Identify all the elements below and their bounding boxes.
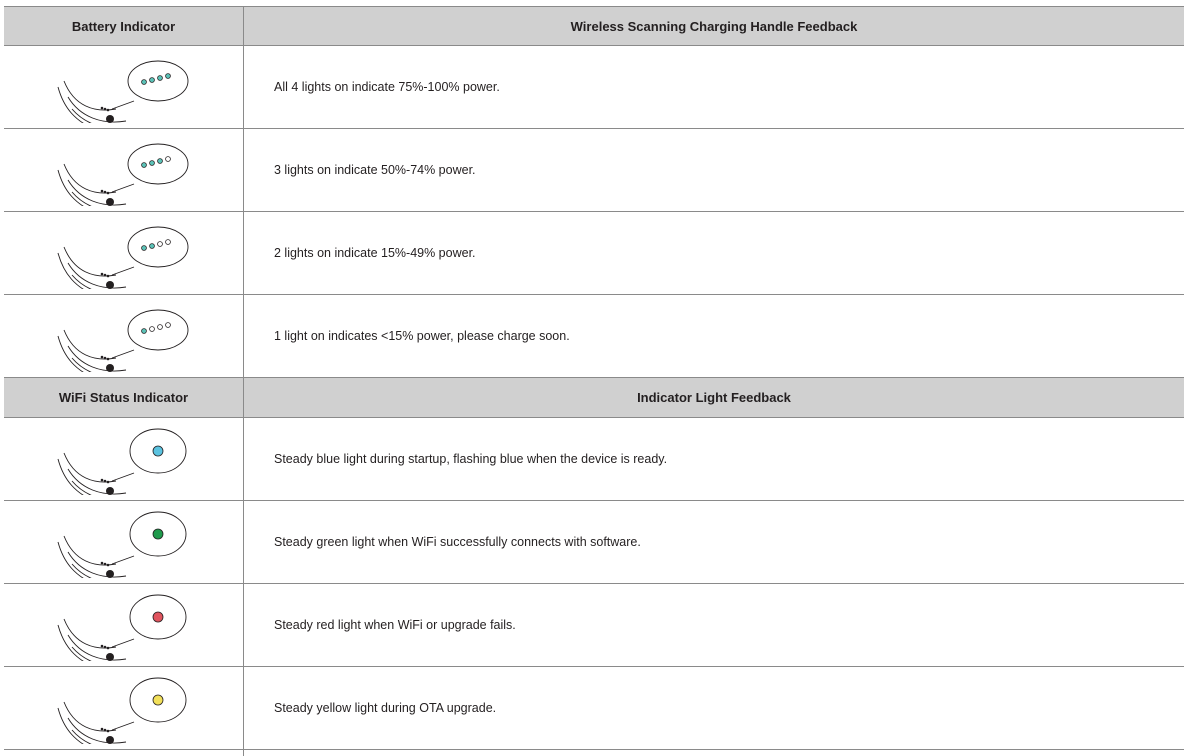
wifi-row <box>4 501 1184 584</box>
wifi-indicator-header: WiFi Status Indicator <box>4 378 244 417</box>
battery-led-on <box>149 161 154 166</box>
battery-led-on <box>141 246 146 251</box>
battery-illustration-cell <box>4 295 244 377</box>
battery-led-off <box>149 327 154 332</box>
battery-row <box>4 46 1184 129</box>
battery-led-off <box>157 325 162 330</box>
wifi-row <box>4 584 1184 667</box>
table-tail-left <box>4 750 244 756</box>
wifi-status-led <box>153 695 163 705</box>
wifi-handle-illustration <box>54 423 194 495</box>
wifi-handle-illustration <box>54 589 194 661</box>
battery-led-on <box>141 163 146 168</box>
battery-feedback-text: All 4 lights on indicate 75%-100% power. <box>274 80 500 94</box>
battery-led-on <box>157 76 162 81</box>
wifi-illustration-cell <box>4 667 244 749</box>
wifi-illustration-cell <box>4 501 244 583</box>
battery-handle-illustration <box>54 134 194 206</box>
battery-led-on <box>149 244 154 249</box>
battery-led-off <box>165 157 170 162</box>
battery-feedback-text: 3 lights on indicate 50%-74% power. <box>274 163 476 177</box>
battery-handle-illustration <box>54 51 194 123</box>
battery-handle-illustration <box>54 217 194 289</box>
wifi-status-led <box>153 446 163 456</box>
wifi-row <box>4 667 1184 750</box>
wifi-row <box>4 418 1184 501</box>
battery-illustration-cell <box>4 46 244 128</box>
battery-row <box>4 295 1184 378</box>
wifi-feedback-text: Steady green light when WiFi successfully connects with software. <box>274 535 641 549</box>
battery-header-row <box>4 6 1184 46</box>
battery-led-on <box>165 74 170 79</box>
wifi-illustration-cell <box>4 584 244 666</box>
battery-indicator-header: Battery Indicator <box>4 7 244 45</box>
wifi-status-led <box>153 612 163 622</box>
battery-led-on <box>157 159 162 164</box>
battery-led-off <box>157 242 162 247</box>
battery-illustration-cell <box>4 212 244 294</box>
wifi-status-led <box>153 529 163 539</box>
indicator-table <box>4 6 1184 756</box>
wifi-illustration-cell <box>4 418 244 500</box>
battery-row <box>4 129 1184 212</box>
battery-led-on <box>149 78 154 83</box>
wifi-handle-illustration <box>54 672 194 744</box>
wifi-feedback-text: Steady blue light during startup, flashing blue when the device is ready. <box>274 452 668 466</box>
battery-led-off <box>165 240 170 245</box>
battery-feedback-text: 1 light on indicates <15% power, please charge soon. <box>274 329 570 343</box>
battery-handle-illustration <box>54 300 194 372</box>
wifi-feedback-header: Indicator Light Feedback <box>637 390 791 405</box>
wifi-handle-illustration <box>54 506 194 578</box>
battery-led-off <box>165 323 170 328</box>
battery-feedback-text: 2 lights on indicate 15%-49% power. <box>274 246 476 260</box>
battery-row <box>4 212 1184 295</box>
battery-led-on <box>141 329 146 334</box>
wifi-feedback-text: Steady red light when WiFi or upgrade fails. <box>274 618 516 632</box>
battery-feedback-header: Wireless Scanning Charging Handle Feedback <box>570 18 858 34</box>
wifi-header-row <box>4 378 1184 418</box>
battery-illustration-cell <box>4 129 244 211</box>
wifi-feedback-text: Steady yellow light during OTA upgrade. <box>274 701 497 715</box>
table-tail <box>4 750 1184 756</box>
battery-led-on <box>141 80 146 85</box>
table-tail-right <box>244 750 1184 756</box>
